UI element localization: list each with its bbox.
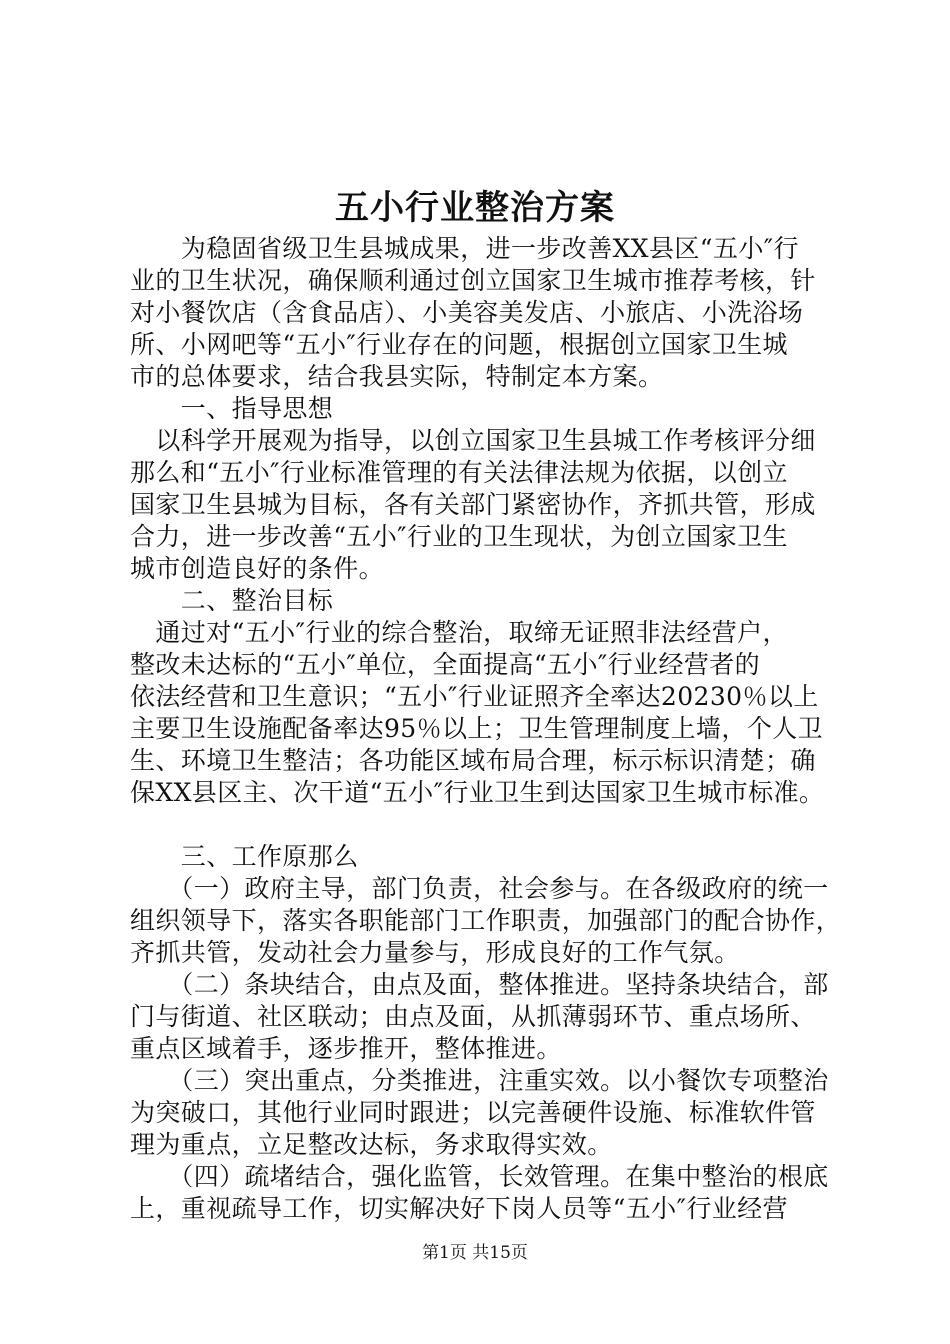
body-line: 门与街道、社区联动；由点及面，从抓薄弱环节、重点场所、: [130, 1002, 816, 1031]
body-line: 上，重视疏导工作，切实解决好下岗人员等“五小″行业经营: [130, 1194, 788, 1223]
body-line: 市的总体要求，结合我县实际，特制定本方案。: [130, 362, 664, 391]
body-line: 为突破口，其他行业同时跟进；以完善硬件设施、标准软件管: [130, 1098, 816, 1127]
body-line: 保XX县区主、次干道“五小″行业卫生到达国家卫生城市标准。: [130, 778, 825, 807]
body-line: 城市创造良好的条件。: [130, 554, 385, 583]
body-line: （二）条块结合，由点及面，整体推进。坚持条块结合，部: [130, 970, 829, 999]
page-number: 第1页 共15页: [422, 1243, 528, 1263]
section-heading: 二、整治目标: [130, 586, 334, 615]
document-title: 五小行业整治方案: [335, 188, 615, 228]
body-line: 所、小网吧等“五小″行业存在的问题，根据创立国家卫生城: [130, 330, 788, 359]
body-line: 齐抓共管，发动社会力量参与，形成良好的工作气氛。: [130, 938, 740, 967]
body-line: 合力，进一步改善“五小″行业的卫生现状，为创立国家卫生: [130, 522, 788, 551]
body-line: 理为重点，立足整改达标，务求取得实效。: [130, 1130, 613, 1159]
body-line: 为稳固省级卫生县城成果，进一步改善XX县区“五小″行: [130, 234, 799, 263]
body-line: 生、环境卫生整洁；各功能区域布局合理，标示标识清楚；确: [130, 746, 816, 775]
body-line: （一）政府主导，部门负责，社会参与。在各级政府的统一: [130, 874, 829, 903]
section-heading: 三、工作原那么: [130, 842, 359, 871]
section-heading: 一、指导思想: [130, 394, 334, 423]
body-line: （三）突出重点，分类推进，注重实效。以小餐饮专项整治: [130, 1066, 829, 1095]
body-line: 组织领导下，落实各职能部门工作职责，加强部门的配合协作，: [130, 906, 842, 935]
body-line: 以科学开展观为指导，以创立国家卫生县城工作考核评分细: [130, 426, 816, 455]
body-line: 依法经营和卫生意识；“五小″行业证照齐全率达20230％以上: [130, 682, 819, 711]
body-line: 重点区域着手，逐步推开，整体推进。: [130, 1034, 562, 1063]
body-line: 整改未达标的“五小″单位，全面提高“五小″行业经营者的: [130, 650, 761, 679]
body-line: 主要卫生设施配备率达95％以上；卫生管理制度上墙，个人卫: [130, 714, 824, 743]
body-line: 对小餐饮店（含食品店）、小美容美发店、小旅店、小洗浴场: [130, 298, 804, 327]
body-line: 国家卫生县城为目标，各有关部门紧密协作，齐抓共管，形成: [130, 490, 816, 519]
body-line: 那么和“五小″行业标准管理的有关法律法规为依据，以创立: [130, 458, 788, 487]
body-line: （四）疏堵结合，强化监管，长效管理。在集中整治的根底: [130, 1162, 829, 1191]
body-line: 通过对“五小″行业的综合整治，取缔无证照非法经营户，: [130, 618, 788, 647]
body-line: 业的卫生状况，确保顺利通过创立国家卫生城市推荐考核，针: [130, 266, 816, 295]
